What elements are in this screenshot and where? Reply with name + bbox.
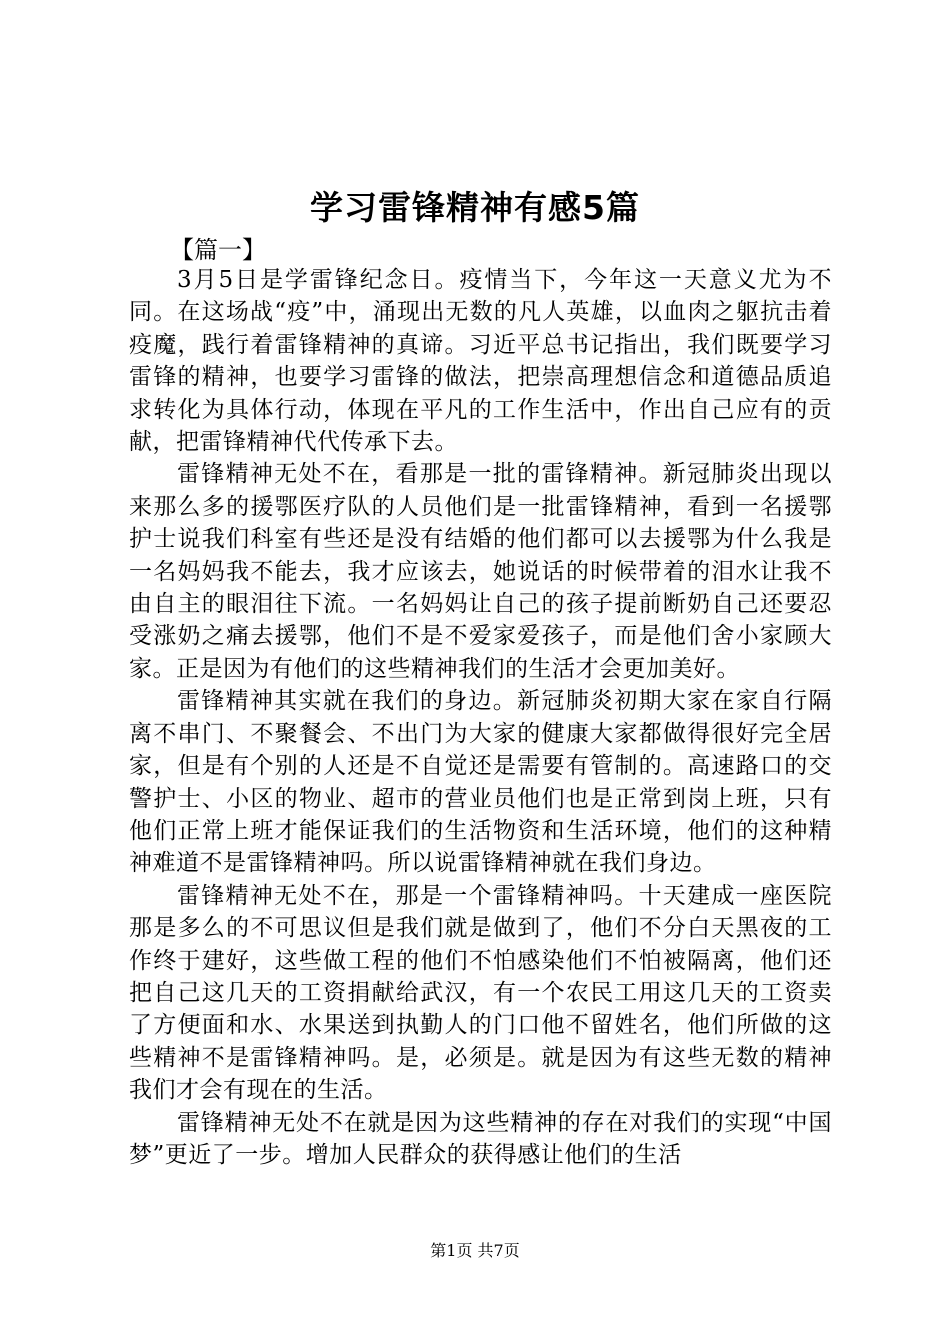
paragraph-4: 雷锋精神无处不在，那是一个雷锋精神吗。十天建成一座医院那是多么的不可思议但是我们就是做到了，他们不分白天黑夜的工作终于建好，这些做工程的他们不怕感染他们不怕被隔离，他们还把自己这几天的工资捐献给武汉，有一个农民工用这几天的工资卖了方便面和水、水果送到执勤人的门口他不留姓名，他们所做的这些精神不是雷锋精神吗。是，必须是。就是因为有这些无数的精神我们才会有现在的生活。 bbox=[129, 882, 832, 1104]
document-title: 学习雷锋精神有感5篇 bbox=[310, 188, 640, 227]
body-text bbox=[129, 264, 832, 1171]
paragraph-3: 雷锋精神其实就在我们的身边。新冠肺炎初期大家在家自行隔离不串门、不聚餐会、不出门为大家的健康大家都做得很好完全居家，但是有个别的人还是不自觉还是需要有管制的。高速路口的交警护士、小区的物业、超市的营业员他们也是正常到岗上班，只有他们正常上班才能保证我们的生活物资和生活环境，他们的这种精神难道不是雷锋精神吗。所以说雷锋精神就在我们身边。 bbox=[129, 688, 832, 877]
paragraph-1: 3月5日是学雷锋纪念日。疫情当下，今年这一天意义尤为不同。在这场战“疫”中，涌现出无数的凡人英雄，以血肉之躯抗击着疫魔，践行着雷锋精神的真谛。习近平总书记指出，我们既要学习雷锋的精神，也要学习雷锋的做法，把崇高理想信念和道德品质追求转化为具体行动，体现在平凡的工作生活中，作出自己应有的贡献，把雷锋精神代代传承下去。 bbox=[129, 267, 832, 456]
page-footer: 第1页 共7页 bbox=[430, 1241, 520, 1260]
section-heading: 【篇一】 bbox=[170, 236, 266, 264]
paragraph-2: 雷锋精神无处不在，看那是一批的雷锋精神。新冠肺炎出现以来那么多的援鄂医疗队的人员他们是一批雷锋精神，看到一名援鄂护士说我们科室有些还是没有结婚的他们都可以去援鄂为什么我是一名妈妈我不能去，我才应该去，她说话的时候带着的泪水让我不由自主的眼泪往下流。一名妈妈让自己的孩子提前断奶自己还要忍受涨奶之痛去援鄂，他们不是不爱家爱孩子，而是他们舍小家顾大家。正是因为有他们的这些精神我们的生活才会更加美好。 bbox=[129, 461, 832, 682]
paragraph-5: 雷锋精神无处不在就是因为这些精神的存在对我们的实现“中国梦”更近了一步。增加人民群众的获得感让他们的生活 bbox=[129, 1109, 832, 1168]
